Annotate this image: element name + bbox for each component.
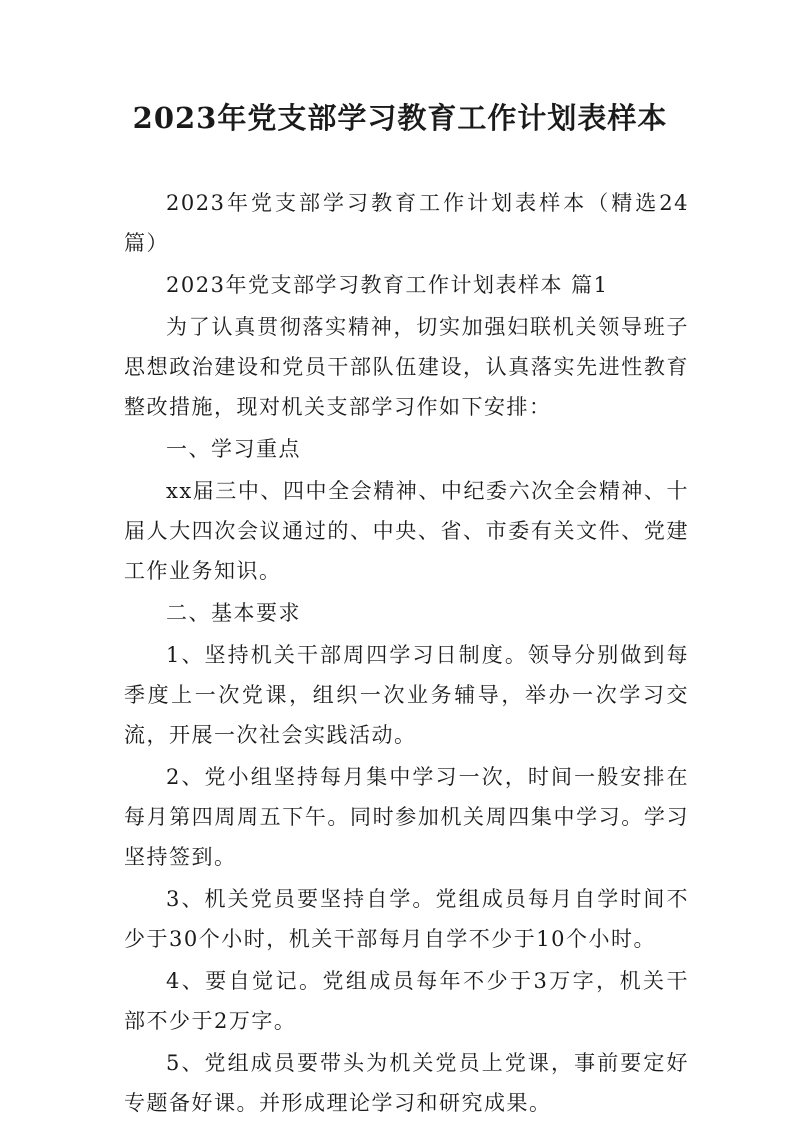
- heading-basic-requirements: 二、基本要求: [166, 601, 301, 625]
- paragraph-study-focus: xx届三中、四中全会精神、中纪委六次全会精神、十届人大四次会议通过的、中央、省、市委有关文件、党建工作业务知识。: [124, 479, 689, 583]
- requirement-item-1: 1、坚持机关干部周四学习日制度。领导分别做到每季度上一次党课，组织一次业务辅导，举办一次学习交流，开展一次社会实践活动。: [124, 643, 689, 747]
- requirement-item-5: 5、党组成员要带头为机关党员上党课，事前要定好专题备好课。并形成理论学习和研究成果。: [124, 1051, 689, 1115]
- document-title: 2023年党支部学习教育工作计划表样本: [132, 101, 668, 135]
- heading-study-focus: 一、学习重点: [166, 437, 301, 461]
- document-subtitle: 2023年党支部学习教育工作计划表样本（精选24篇）: [124, 191, 689, 255]
- document-body: [124, 183, 689, 1125]
- paragraph-intro: 为了认真贯彻落实精神，切实加强妇联机关领导班子思想政治建设和党员干部队伍建设，认真落实先进性教育整改措施，现对机关支部学习作如下安排：: [124, 315, 689, 419]
- section-title: 2023年党支部学习教育工作计划表样本 篇1: [166, 273, 609, 297]
- requirement-item-3: 3、机关党员要坚持自学。党组成员每月自学时间不少于30个小时，机关干部每月自学不少于10个小时。: [124, 887, 689, 951]
- requirement-item-4: 4、要自觉记。党组成员每年不少于3万字，机关干部不少于2万字。: [124, 969, 689, 1033]
- requirement-item-2: 2、党小组坚持每月集中学习一次，时间一般安排在每月第四周周五下午。同时参加机关周四集中学习。学习坚持签到。: [124, 765, 689, 869]
